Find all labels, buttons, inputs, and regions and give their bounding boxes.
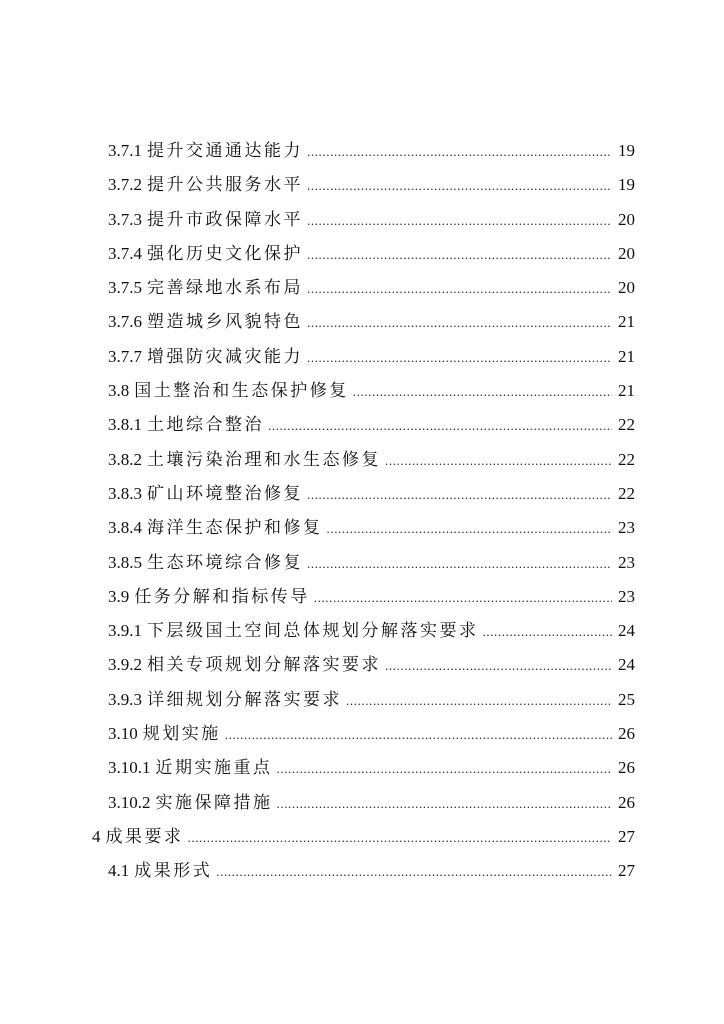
entry-number: 3.8.1 xyxy=(108,415,142,435)
entry-number: 3.9 xyxy=(108,586,130,606)
entry-title: 相关专项规划分解落实要求 xyxy=(147,655,381,676)
dot-leader xyxy=(307,306,612,340)
page-number: 26 xyxy=(618,792,635,812)
entry-title: 增强防灾减灾能力 xyxy=(147,346,303,367)
entry-number: 4.1 xyxy=(108,861,130,881)
entry-number: 3.7.2 xyxy=(108,175,142,195)
dot-leader xyxy=(307,169,612,203)
entry-number: 3.7.3 xyxy=(108,209,142,229)
page-number: 23 xyxy=(618,552,635,572)
entry-number: 3.10 xyxy=(108,724,138,744)
dot-leader xyxy=(483,615,613,649)
entry-title: 完善绿地水系布局 xyxy=(147,278,303,299)
dot-leader xyxy=(307,135,612,169)
page-number: 23 xyxy=(618,518,635,538)
table-of-contents xyxy=(0,134,724,889)
toc-entry[interactable] xyxy=(0,271,724,305)
toc-entry[interactable] xyxy=(0,305,724,339)
entry-title: 提升公共服务水平 xyxy=(147,175,303,196)
dot-leader xyxy=(307,478,612,512)
entry-title: 强化历史文化保护 xyxy=(147,243,303,264)
toc-entry[interactable] xyxy=(0,683,724,717)
page-number: 19 xyxy=(618,141,635,160)
page-number: 25 xyxy=(618,689,635,709)
dot-leader xyxy=(385,649,612,683)
entry-title: 下层级国土空间总体规划分解落实要求 xyxy=(147,621,479,642)
entry-number: 3.8.2 xyxy=(108,449,142,469)
entry-number: 3.7.5 xyxy=(108,278,142,298)
page-number: 20 xyxy=(618,243,635,263)
toc-entry[interactable] xyxy=(0,168,724,202)
entry-number: 3.10.1 xyxy=(108,758,151,778)
toc-entry[interactable] xyxy=(0,580,724,614)
page-number: 23 xyxy=(618,586,635,606)
toc-entry[interactable] xyxy=(0,786,724,820)
entry-title: 生态环境综合修复 xyxy=(147,552,303,573)
toc-entry[interactable] xyxy=(0,408,724,442)
page-number: 22 xyxy=(618,415,635,435)
entry-title: 近期实施重点 xyxy=(155,758,273,779)
toc-entry[interactable] xyxy=(0,854,724,888)
entry-title: 提升市政保障水平 xyxy=(147,209,303,230)
page-number: 27 xyxy=(618,826,635,846)
page-number: 22 xyxy=(618,449,635,469)
toc-entry[interactable] xyxy=(0,477,724,511)
dot-leader xyxy=(327,512,613,546)
dot-leader xyxy=(307,341,612,375)
entry-number: 3.7.1 xyxy=(108,141,142,160)
page-number: 24 xyxy=(618,655,635,675)
entry-title: 实施保障措施 xyxy=(155,792,273,813)
entry-number: 3.8 xyxy=(108,381,130,401)
entry-number: 3.10.2 xyxy=(108,792,151,812)
page-number: 19 xyxy=(618,175,635,195)
dot-leader xyxy=(353,375,612,409)
entry-title: 提升交通通达能力 xyxy=(147,141,303,161)
entry-number: 3.8.3 xyxy=(108,483,142,503)
entry-number: 3.9.1 xyxy=(108,621,142,641)
dot-leader xyxy=(307,204,612,238)
toc-entry[interactable] xyxy=(0,134,724,168)
page-number: 20 xyxy=(618,278,635,298)
dot-leader xyxy=(307,547,612,581)
dot-leader xyxy=(268,409,612,443)
toc-entry[interactable] xyxy=(0,511,724,545)
toc-entry[interactable] xyxy=(0,340,724,374)
toc-entry[interactable] xyxy=(0,374,724,408)
toc-entry[interactable] xyxy=(0,717,724,751)
page-number: 26 xyxy=(618,758,635,778)
dot-leader xyxy=(216,855,612,889)
page-number: 21 xyxy=(618,346,635,366)
entry-number: 3.7.7 xyxy=(108,346,142,366)
entry-number: 4 xyxy=(92,826,101,846)
toc-entry[interactable] xyxy=(0,203,724,237)
toc-entry[interactable] xyxy=(0,546,724,580)
dot-leader xyxy=(225,718,612,752)
page-number: 20 xyxy=(618,209,635,229)
toc-entry[interactable] xyxy=(0,443,724,477)
entry-title: 海洋生态保护和修复 xyxy=(147,518,323,539)
entry-title: 矿山环境整治修复 xyxy=(147,483,303,504)
dot-leader xyxy=(307,238,612,272)
toc-entry[interactable] xyxy=(0,614,724,648)
entry-title: 塑造城乡风貌特色 xyxy=(147,312,303,333)
entry-number: 3.8.5 xyxy=(108,552,142,572)
toc-entry[interactable] xyxy=(0,237,724,271)
toc-entry[interactable] xyxy=(0,648,724,682)
page-number: 24 xyxy=(618,621,635,641)
entry-title: 成果形式 xyxy=(134,861,213,882)
entry-number: 3.7.4 xyxy=(108,243,142,263)
dot-leader xyxy=(385,444,612,478)
entry-number: 3.8.4 xyxy=(108,518,142,538)
entry-number: 3.9.2 xyxy=(108,655,142,675)
entry-number: 3.7.6 xyxy=(108,312,142,332)
dot-leader xyxy=(307,272,612,306)
entry-title: 土壤污染治理和水生态修复 xyxy=(147,449,381,470)
page-number: 21 xyxy=(618,312,635,332)
entry-title: 详细规划分解落实要求 xyxy=(147,689,342,710)
dot-leader xyxy=(277,787,613,821)
page-number: 22 xyxy=(618,483,635,503)
page-number: 26 xyxy=(618,724,635,744)
entry-title: 国土整治和生态保护修复 xyxy=(134,381,349,402)
entry-title: 任务分解和指标传导 xyxy=(134,586,310,607)
dot-leader xyxy=(314,581,612,615)
page-number: 21 xyxy=(618,381,635,401)
page-number: 27 xyxy=(618,861,635,881)
dot-leader xyxy=(346,684,612,718)
toc-entry[interactable] xyxy=(0,751,724,785)
entry-title: 规划实施 xyxy=(142,724,221,745)
entry-title: 土地综合整治 xyxy=(147,415,264,436)
entry-title: 成果要求 xyxy=(105,826,184,847)
entry-number: 3.9.3 xyxy=(108,689,142,709)
toc-entry[interactable] xyxy=(0,820,724,854)
dot-leader xyxy=(188,821,613,855)
dot-leader xyxy=(277,752,613,786)
